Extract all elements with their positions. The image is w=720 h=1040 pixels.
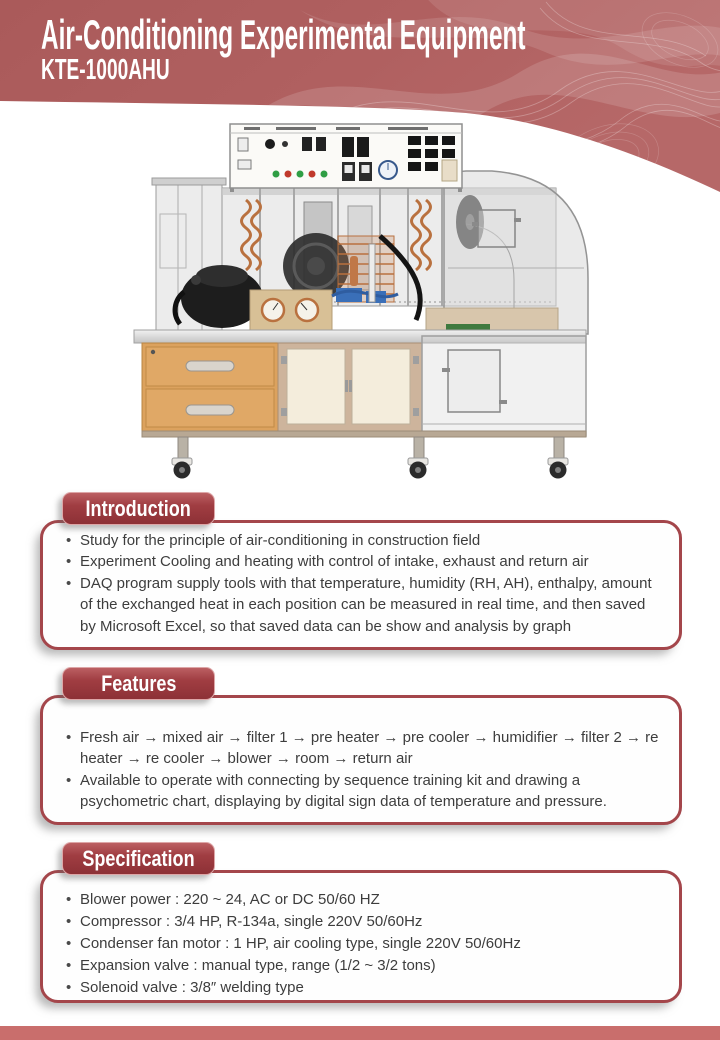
access-door — [478, 210, 515, 247]
bench — [134, 330, 586, 437]
section-title: Features — [100, 670, 177, 696]
footer-accent-bar — [0, 1026, 720, 1040]
bullet-list — [63, 530, 663, 637]
bullet-item: • Fresh air → mixed air → filter 1 → pre heater → pre cooler → humidifier → filter 2 → re heater → re cooler → blower → room → return air — [63, 727, 663, 770]
section-specification — [40, 842, 682, 1003]
bullet-list — [63, 889, 663, 998]
drawer-unit — [142, 343, 278, 431]
section-box-specification — [40, 870, 682, 1003]
bullet-item: • Experiment Cooling and heating with control of intake, exhaust and return air — [63, 551, 663, 572]
equipment-photo — [126, 118, 598, 482]
section-box-features — [40, 695, 682, 825]
caster-wheel — [408, 458, 428, 479]
caster-wheel — [172, 458, 192, 479]
section-introduction — [40, 492, 682, 650]
bullet-list — [63, 727, 663, 813]
test-chamber — [422, 336, 586, 436]
section-box-introduction — [40, 520, 682, 650]
section-badge-introduction — [62, 492, 215, 525]
section-badge-specification — [62, 842, 215, 875]
bullet-item: • Condenser fan motor : 1 HP, air cooling type, single 220V 50/60Hz — [63, 933, 663, 954]
caster-wheel — [548, 458, 568, 479]
section-badge-features — [62, 667, 215, 700]
control-panel — [230, 124, 462, 192]
section-title: Specification — [82, 845, 195, 871]
bullet-item: • DAQ program supply tools with that temperature, humidity (RH, AH), enthalpy, amount of the exchanged heat in each position can be measured in real time, and then saved by Microsoft Excel, so that saved data can be show and analysis by graph — [63, 573, 663, 637]
model-number: KTE-1000AHU — [41, 54, 170, 86]
casters — [172, 437, 568, 479]
bullet-item: • Compressor : 3/4 HP, R-134a, single 220V 50/60Hz — [63, 911, 663, 932]
bullet-item: • Available to operate with connecting by sequence training kit and drawing a psychometric chart, displaying by digital sign data of temperature and pressure. — [63, 770, 663, 813]
chamber-door — [448, 350, 500, 412]
cabinet — [278, 343, 422, 431]
section-title: Introduction — [85, 495, 192, 521]
section-features — [40, 667, 682, 825]
bullet-item: • Expansion valve : manual type, range (1/2 ~ 3/2 tons) — [63, 955, 663, 976]
bullet-item: • Study for the principle of air-conditioning in construction field — [63, 530, 663, 551]
bullet-item: • Solenoid valve : 3/8″ welding type — [63, 977, 663, 998]
page-title: Air-Conditioning Experimental Equipment — [41, 11, 526, 58]
bullet-item: • Blower power : 220 ~ 24, AC or DC 50/60 HZ — [63, 889, 663, 910]
